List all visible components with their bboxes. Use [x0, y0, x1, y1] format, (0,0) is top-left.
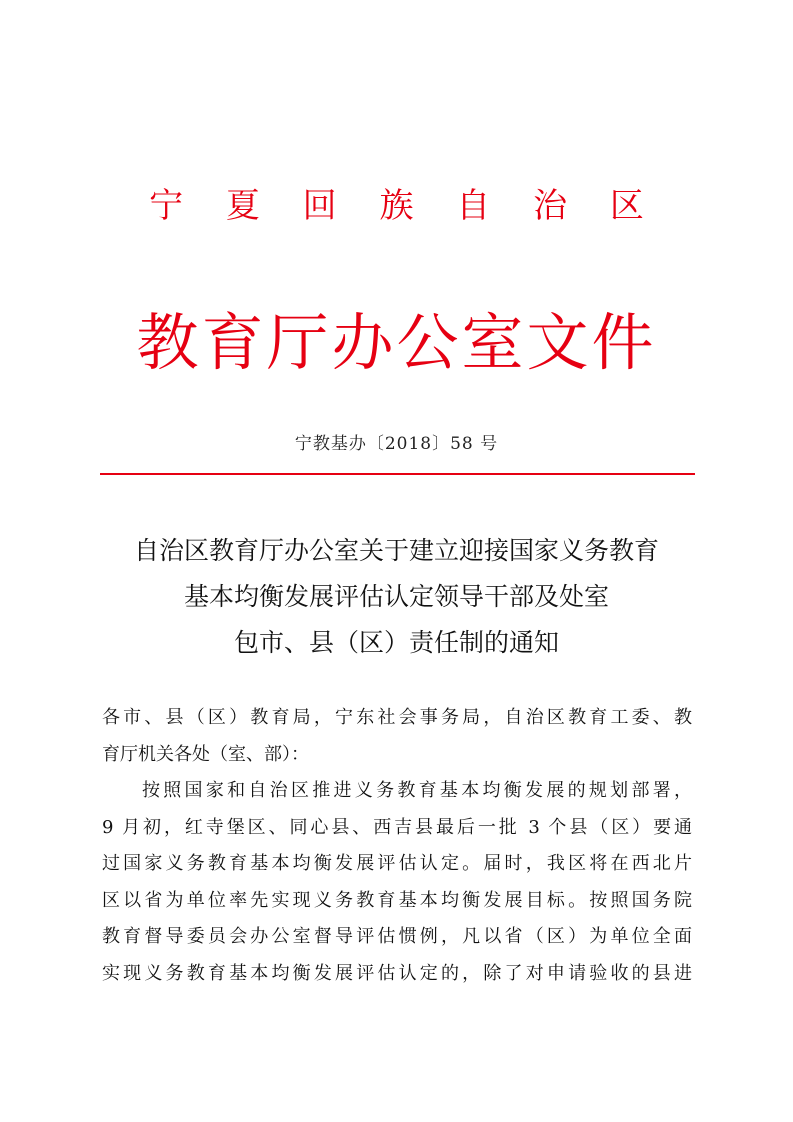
paragraph-line: 9 月初，红寺堡区、同心县、西吉县最后一批 3 个县（区）要通	[102, 816, 692, 838]
document-number: 宁教基办〔2018〕58 号	[294, 434, 499, 454]
recipients-line: 育厅机关各处（室、部）：	[102, 743, 309, 765]
paragraph-line: 按照国家和自治区推进义务教育基本均衡发展的规划部署，	[142, 780, 692, 801]
paragraph-line: 教育督导委员会办公室督导评估惯例，凡以省（区）为单位全面	[102, 926, 692, 947]
recipients-line: 各市、县（区）教育局，宁东社会事务局，自治区教育工委、教	[102, 707, 692, 728]
document-body	[102, 700, 692, 992]
red-divider-line	[100, 473, 695, 475]
title-line: 自治区教育厅办公室关于建立迎接国家义务教育	[133, 536, 659, 565]
issuer-office-title: 教育厅办公室文件	[136, 306, 657, 379]
document-title	[0, 528, 793, 666]
issuer-region: 宁 夏 回 族 自 治 区	[149, 186, 660, 226]
paragraph-line: 过国家义务教育基本均衡发展评估认定。届时，我区将在西北片	[102, 853, 692, 874]
title-line: 包市、县（区）责任制的通知	[233, 628, 559, 657]
paragraph-line: 实现义务教育基本均衡发展评估认定的，除了对申请验收的县进	[102, 962, 692, 984]
paragraph-line: 区以省为单位率先实现义务教育基本均衡发展目标。按照国务院	[102, 889, 692, 911]
title-line: 基本均衡发展评估认定领导干部及处室	[183, 582, 609, 611]
